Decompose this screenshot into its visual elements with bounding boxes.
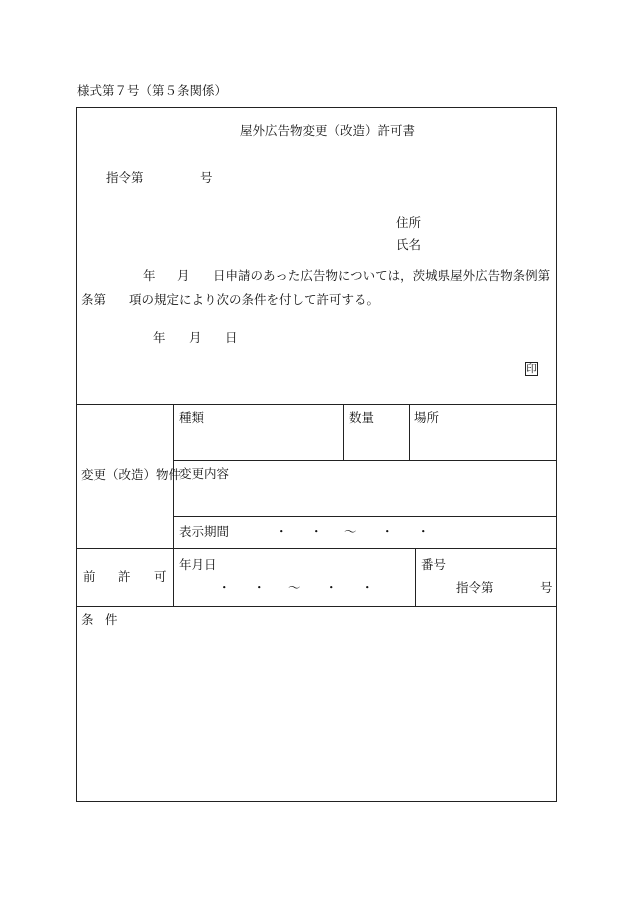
divider-change-row	[173, 516, 557, 517]
previous-permit-label-char: 許	[118, 569, 131, 584]
divider-top-section	[76, 404, 557, 405]
divider-type-row	[173, 460, 557, 461]
previous-permit-date-dot: ・	[253, 580, 266, 595]
type-label: 種類	[179, 410, 205, 425]
conditions-label-char: 条	[81, 612, 94, 627]
divider-quantity-location	[409, 404, 410, 460]
quantity-label: 数量	[349, 410, 375, 425]
directive-suffix: 号	[200, 170, 213, 185]
divider-property-section	[76, 548, 557, 549]
divider-permit-section	[76, 606, 557, 607]
article-label: 条第	[81, 292, 107, 307]
display-period-dot: ・	[417, 524, 430, 539]
divider-type-quantity	[343, 404, 344, 460]
previous-permit-date-dot: ・	[325, 580, 338, 595]
divider-date-number	[415, 548, 416, 606]
previous-permit-date-tilde: 〜	[288, 580, 301, 595]
application-statement: 日申請のあった広告物については，茨城県屋外広告物条例第	[213, 268, 551, 283]
clause-statement: 項の規定により次の条件を付して許可する。	[129, 292, 380, 307]
previous-permit-date-label: 年月日	[179, 557, 217, 572]
issue-day: 日	[225, 330, 238, 345]
form-number: 様式第７号（第５条関係）	[77, 83, 228, 98]
change-content-label: 変更内容	[179, 466, 230, 481]
previous-permit-number-prefix: 指令第	[456, 580, 494, 595]
previous-permit-date-dot: ・	[218, 580, 231, 595]
display-period-label: 表示期間	[179, 524, 230, 539]
property-label: 変更（改造）物件	[81, 467, 182, 482]
display-period-dot: ・	[381, 524, 394, 539]
conditions-label-char: 件	[105, 612, 118, 627]
directive-label: 指令第	[106, 170, 144, 185]
application-month: 月	[177, 268, 190, 283]
divider-label-column	[173, 404, 174, 606]
previous-permit-date-dot: ・	[361, 580, 374, 595]
issue-month: 月	[189, 330, 202, 345]
issue-year: 年	[153, 330, 166, 345]
location-label: 場所	[414, 410, 440, 425]
previous-permit-label-char: 前	[83, 569, 96, 584]
form-frame	[76, 107, 557, 802]
name-label: 氏名	[396, 237, 422, 252]
display-period-dot: ・	[275, 524, 288, 539]
previous-permit-number-label: 番号	[421, 557, 447, 572]
application-year: 年	[143, 268, 156, 283]
display-period-dot: ・	[310, 524, 323, 539]
display-period-tilde: 〜	[344, 524, 357, 539]
seal-icon: 印	[526, 363, 537, 375]
previous-permit-label-char: 可	[154, 569, 167, 584]
previous-permit-number-suffix: 号	[540, 580, 553, 595]
form-title: 屋外広告物変更（改造）許可書	[240, 123, 416, 138]
address-label: 住所	[396, 215, 422, 230]
